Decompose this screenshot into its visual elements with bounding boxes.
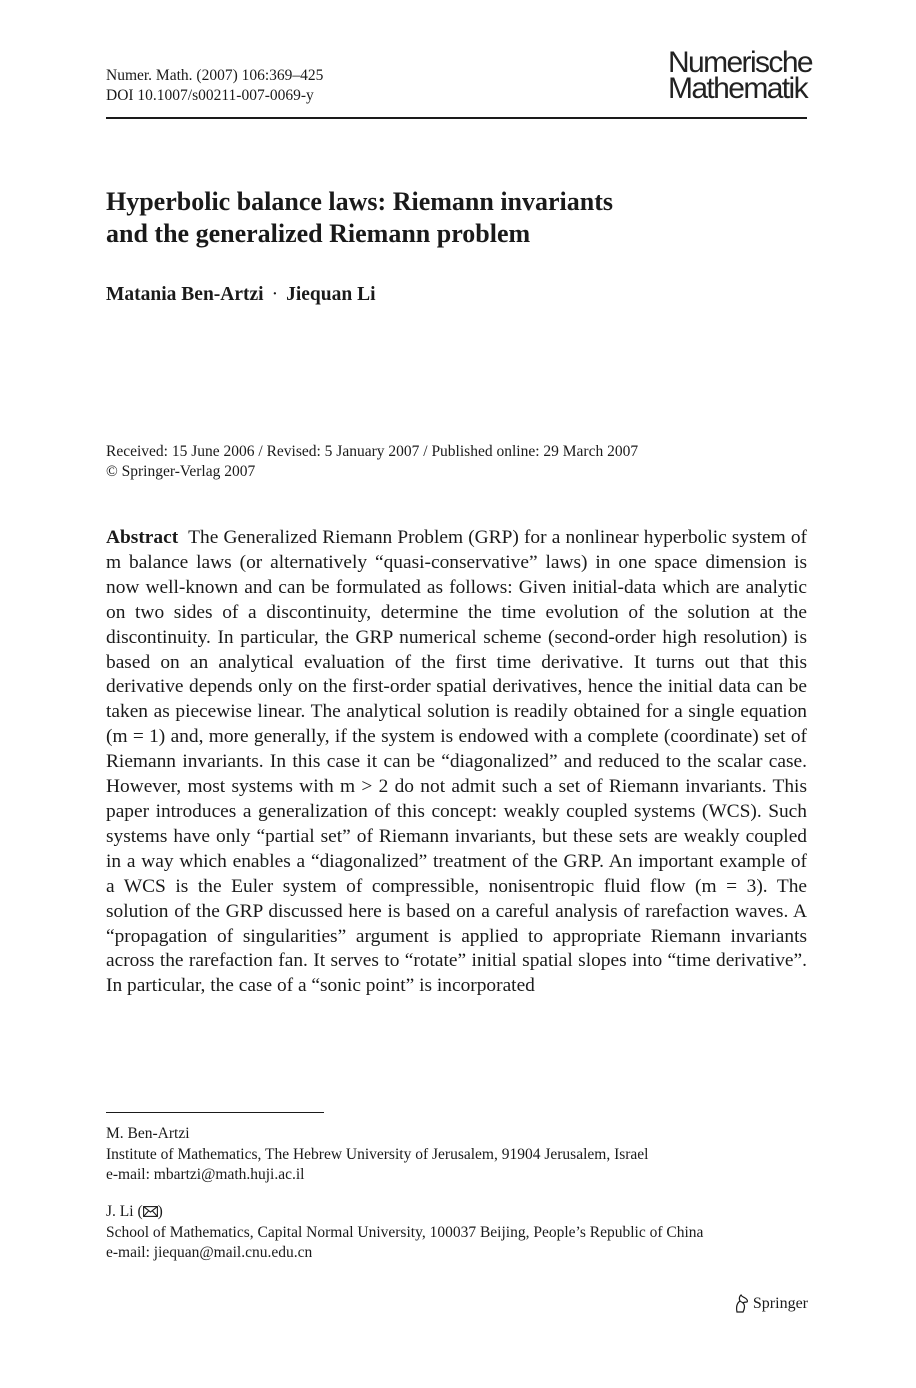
abstract <box>106 526 807 999</box>
title-line-2: and the generalized Riemann problem <box>106 219 531 248</box>
affiliation-email: e-mail: jiequan@mail.cnu.edu.cn <box>106 1244 313 1261</box>
springer-horse-icon <box>733 1294 750 1313</box>
affiliation-ben-artzi <box>106 1124 826 1186</box>
header-divider <box>106 117 807 119</box>
affiliation-name: J. Li <box>106 1203 134 1220</box>
citation-volume: Numer. Math. (2007) 106:369–425 <box>106 67 324 84</box>
author-ben-artzi: Matania Ben-Artzi <box>106 284 264 305</box>
abstract-text: The Generalized Riemann Problem (GRP) for a nonlinear hyperbolic system of m balance laws (or alternatively “quasi-conservative” laws) in one space dimension is now well-known and can be formulated as follows: Given initial-data which are analytic on two sides of a discontinuity, determine the time evolution of the solution at the discontinuity. In particular, the GRP numerical scheme (second-order high resolution) is based on an analytical evaluation of the first time derivative. It turns out that this derivative depends only on the first-order spatial derivatives, hence the initial data can be taken as piecewise linear. The analytical solution is readily obtained for a single equation (m = 1) and, more generally, if the system is endowed with a complete (coordinate) set of Riemann invariants. In this case it can be “diagonalized” and reduced to the scalar case. However, most systems with m > 2 do not admit such a set of Riemann invariants. This paper introduces a generalization of this concept: weakly coupled systems (WCS). Such systems have only “partial set” of Riemann invariants, but these sets are weakly coupled in a way which enables a “diagonalized” treatment of the GRP. An important example of a WCS is the Euler system of compressible, nonisentropic fluid flow (m = 3). The solution of the GRP discussed here is based on a careful analysis of rarefaction waves. A “propagation of singularities” argument is applied to appropriate Riemann invariants across the rarefaction fan. It serves to “rotate” initial spatial slopes into “time derivative”. In particular, the case of a “sonic point” is incorporated <box>106 527 807 997</box>
author-li: Jiequan Li <box>286 284 376 305</box>
affiliation-institution: Institute of Mathematics, The Hebrew University of Jerusalem, 91904 Jerusalem, Israel <box>106 1145 649 1163</box>
author-separator: · <box>271 284 279 305</box>
affiliation-name: M. Ben-Artzi <box>106 1125 190 1142</box>
abstract-label: Abstract <box>106 527 179 548</box>
footnote-divider <box>106 1112 324 1113</box>
journal-citation <box>106 66 323 106</box>
journal-logo-line2: Mathematik <box>667 72 807 105</box>
journal-logo-line1: Numerische <box>667 46 812 79</box>
affiliation-institution: School of Mathematics, Capital Normal University, 100037 Beijing, People’s Republic of China <box>106 1223 704 1241</box>
author-list <box>106 284 376 306</box>
envelope-icon: ( ) <box>137 1203 163 1220</box>
journal-logo <box>667 46 812 105</box>
springer-logo <box>733 1294 808 1313</box>
publication-history <box>106 442 826 482</box>
affiliation-li <box>106 1202 826 1264</box>
paper-title <box>106 186 806 250</box>
affiliation-email: e-mail: mbartzi@math.huji.ac.il <box>106 1166 305 1183</box>
citation-doi: DOI 10.1007/s00211-007-0069-y <box>106 87 314 104</box>
title-line-1: Hyperbolic balance laws: Riemann invariants <box>106 187 614 216</box>
copyright-notice: © Springer-Verlag 2007 <box>106 463 256 480</box>
received-dates: Received: 15 June 2006 / Revised: 5 January 2007 / Published online: 29 March 2007 <box>106 443 639 460</box>
publisher-name: Springer <box>752 1294 808 1312</box>
